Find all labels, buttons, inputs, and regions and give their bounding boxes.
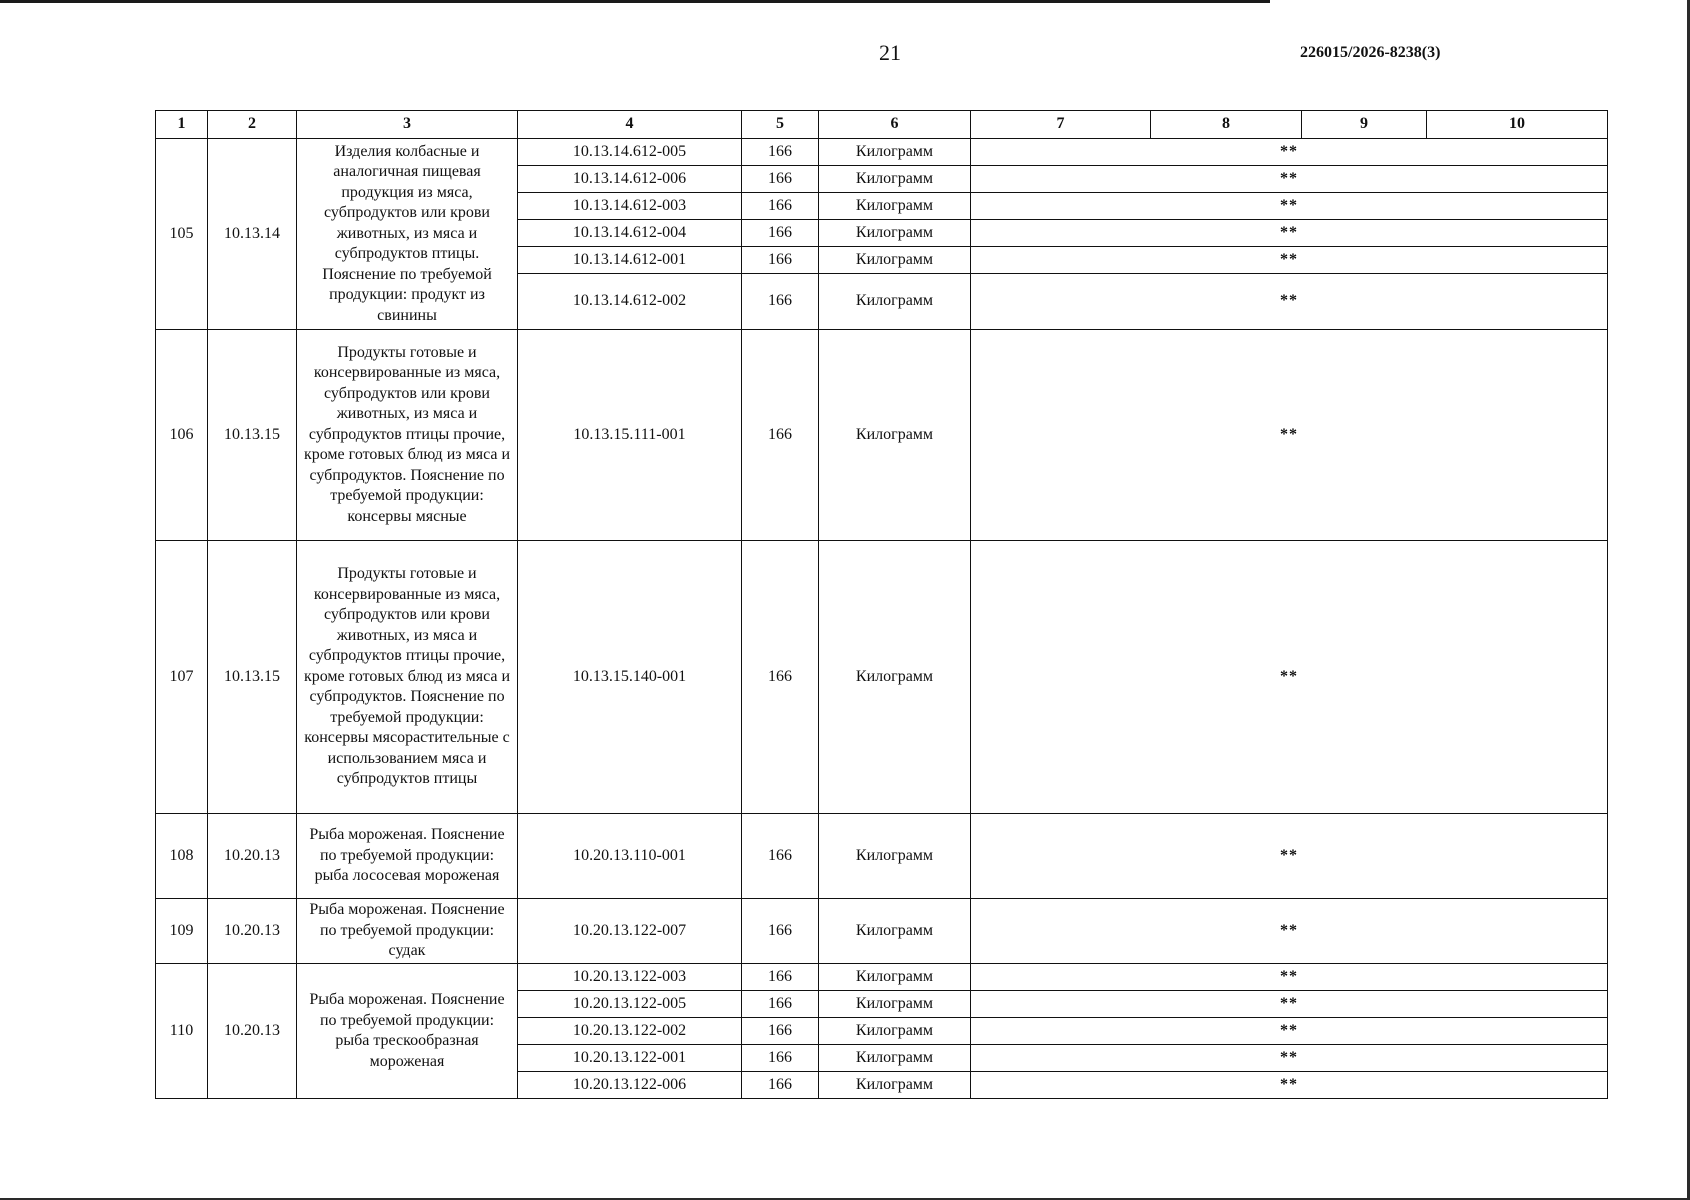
unit-name: Килограмм: [819, 1072, 971, 1099]
quantity-value: **: [971, 193, 1608, 220]
okei-code: 166: [742, 330, 819, 541]
ktru-code: 10.20.13.122-002: [518, 1018, 742, 1045]
quantity-value: **: [971, 166, 1608, 193]
quantity-value: **: [971, 541, 1608, 814]
ktru-code: 10.20.13.122-006: [518, 1072, 742, 1099]
row-number: 107: [156, 541, 208, 814]
quantity-value: **: [971, 964, 1608, 991]
product-description: Продукты готовые и консервированные из мяса, субпродуктов или крови животных, из мяса и субпродуктов птицы прочие, кроме готовых блюд из мяса и субпродуктов. Пояснение по требуемой продукции: консервы мясные: [297, 330, 518, 541]
row-number: 109: [156, 899, 208, 964]
header-col-8: 8: [1151, 111, 1302, 139]
product-table: [155, 110, 1608, 1099]
quantity-value: **: [971, 330, 1608, 541]
header-col-4: 4: [518, 111, 742, 139]
unit-name: Килограмм: [819, 1045, 971, 1072]
okei-code: 166: [742, 139, 819, 166]
header-col-3: 3: [297, 111, 518, 139]
unit-name: Килограмм: [819, 139, 971, 166]
quantity-value: **: [971, 1018, 1608, 1045]
okei-code: 166: [742, 274, 819, 330]
okei-code: 166: [742, 541, 819, 814]
okei-code: 166: [742, 1072, 819, 1099]
quantity-value: **: [971, 139, 1608, 166]
quantity-value: **: [971, 1045, 1608, 1072]
quantity-value: **: [971, 1072, 1608, 1099]
unit-name: Килограмм: [819, 247, 971, 274]
ktru-code: 10.13.14.612-003: [518, 193, 742, 220]
document-id: 226015/2026-8238(3): [1300, 44, 1441, 61]
header-col-1: 1: [156, 111, 208, 139]
header-col-2: 2: [208, 111, 297, 139]
okei-code: 166: [742, 964, 819, 991]
okpd-code: 10.20.13: [208, 814, 297, 899]
unit-name: Килограмм: [819, 193, 971, 220]
unit-name: Килограмм: [819, 899, 971, 964]
quantity-value: **: [971, 247, 1608, 274]
okei-code: 166: [742, 899, 819, 964]
quantity-value: **: [971, 220, 1608, 247]
header-col-10: 10: [1427, 111, 1608, 139]
ktru-code: 10.20.13.122-001: [518, 1045, 742, 1072]
page-number: 21: [879, 40, 901, 65]
table-row: [156, 899, 1608, 964]
ktru-code: 10.13.14.612-005: [518, 139, 742, 166]
okpd-code: 10.13.15: [208, 541, 297, 814]
table-body: [156, 139, 1608, 1099]
table-row: [156, 964, 1608, 991]
okei-code: 166: [742, 814, 819, 899]
header-row: [156, 111, 1608, 139]
okei-code: 166: [742, 1045, 819, 1072]
ktru-code: 10.13.14.612-002: [518, 274, 742, 330]
ktru-code: 10.13.15.111-001: [518, 330, 742, 541]
table-row: [156, 139, 1608, 166]
unit-name: Килограмм: [819, 991, 971, 1018]
header-col-5: 5: [742, 111, 819, 139]
okei-code: 166: [742, 247, 819, 274]
product-description: Рыба мороженая. Пояснение по требуемой продукции: судак: [297, 899, 518, 964]
unit-name: Килограмм: [819, 220, 971, 247]
product-description: Изделия колбасные и аналогичная пищевая продукция из мяса, субпродуктов или крови животных, из мяса и субпродуктов птицы. Пояснение по требуемой продукции: продукт из свинины: [297, 139, 518, 330]
table-row: [156, 541, 1608, 814]
unit-name: Килограмм: [819, 1018, 971, 1045]
okei-code: 166: [742, 193, 819, 220]
ktru-code: 10.13.15.140-001: [518, 541, 742, 814]
header-col-7: 7: [971, 111, 1151, 139]
row-number: 108: [156, 814, 208, 899]
row-number: 106: [156, 330, 208, 541]
okpd-code: 10.13.15: [208, 330, 297, 541]
header-col-6: 6: [819, 111, 971, 139]
quantity-value: **: [971, 991, 1608, 1018]
ktru-code: 10.20.13.110-001: [518, 814, 742, 899]
ktru-code: 10.20.13.122-005: [518, 991, 742, 1018]
row-number: 110: [156, 964, 208, 1099]
okpd-code: 10.13.14: [208, 139, 297, 330]
header-col-9: 9: [1302, 111, 1427, 139]
okpd-code: 10.20.13: [208, 964, 297, 1099]
ktru-code: 10.13.14.612-004: [518, 220, 742, 247]
product-description: Рыба мороженая. Пояснение по требуемой продукции: рыба трескообразная мороженая: [297, 964, 518, 1099]
ktru-code: 10.20.13.122-007: [518, 899, 742, 964]
ktru-code: 10.13.14.612-006: [518, 166, 742, 193]
product-description: Продукты готовые и консервированные из мяса, субпродуктов или крови животных, из мяса и субпродуктов птицы прочие, кроме готовых блюд из мяса и субпродуктов. Пояснение по требуемой продукции: консервы мясорастительные с использованием мяса и субпродуктов птицы: [297, 541, 518, 814]
unit-name: Килограмм: [819, 541, 971, 814]
okei-code: 166: [742, 220, 819, 247]
okpd-code: 10.20.13: [208, 899, 297, 964]
ktru-code: 10.20.13.122-003: [518, 964, 742, 991]
table-row: [156, 814, 1608, 899]
quantity-value: **: [971, 899, 1608, 964]
product-description: Рыба мороженая. Пояснение по требуемой продукции: рыба лососевая мороженая: [297, 814, 518, 899]
ktru-code: 10.13.14.612-001: [518, 247, 742, 274]
scan-edge-top: [0, 0, 1270, 3]
table-row: [156, 330, 1608, 541]
okei-code: 166: [742, 1018, 819, 1045]
unit-name: Килограмм: [819, 274, 971, 330]
okei-code: 166: [742, 991, 819, 1018]
unit-name: Килограмм: [819, 964, 971, 991]
unit-name: Килограмм: [819, 330, 971, 541]
row-number: 105: [156, 139, 208, 330]
unit-name: Килограмм: [819, 166, 971, 193]
quantity-value: **: [971, 814, 1608, 899]
unit-name: Килограмм: [819, 814, 971, 899]
quantity-value: **: [971, 274, 1608, 330]
okei-code: 166: [742, 166, 819, 193]
